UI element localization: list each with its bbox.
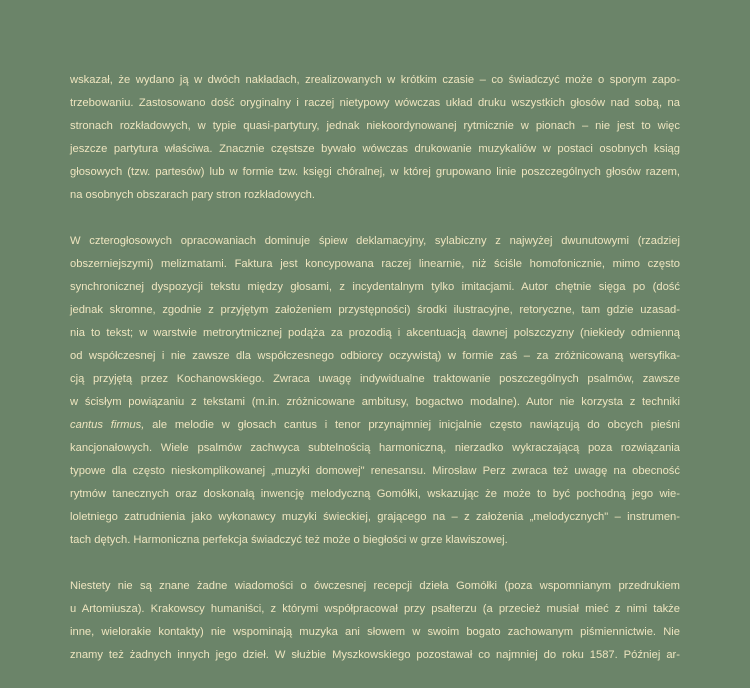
text-line: loletniego zatrudnienia jako wykonawcy muzyki świeckiej, grającego na – z założenia „melodycznych" – instrumen- — [70, 511, 680, 523]
text-line: W czterogłosowych opracowaniach dominuje śpiew deklamacyjny, sylabiczny z najwyżej dwunutowymi (rzadziej — [70, 235, 680, 247]
paragraph-print-history — [70, 69, 680, 207]
text-line-rest: ale melodie w głosach cantus i tenor przynajmniej inicjalnie często nawiązują do obcych pieśni — [144, 419, 680, 431]
text-line: Niestety nie są znane żadne wiadomości o ówczesnej recepcji dzieła Gomółki (poza wspomnianym przedrukiem — [70, 580, 680, 592]
text-line: od współczesnej i nie zawsze dla współczesnego odbiorcy oczywistą) w formie zaś – za zróżnicowaną wersyfika- — [70, 350, 680, 362]
text-line: znamy też żadnych innych jego dzieł. W służbie Myszkowskiego pozostawał co najmniej do roku 1587. Później ar- — [70, 649, 680, 661]
text-line: typowe dla często nieskomplikowanej „muzyki domowej" renesansu. Mirosław Perz zwraca też uwagę na obecność — [70, 465, 680, 477]
text-line: nia to tekst; w warstwie metrorytmicznej podąża za prozodią i akcentuacją dawnej polszczyzny (niekiedy odmienną — [70, 327, 680, 339]
text-line: kancjonałowych. Wiele psalmów zachwyca subtelnością harmoniczną, nierzadko wykraczającą poza rozwiązania — [70, 442, 680, 454]
text-line: wskazał, że wydano ją w dwóch nakładach, zrealizowanych w krótkim czasie – co świadczyć może o sporym zapo- — [70, 74, 680, 86]
text-line: jednak skromne, zgodnie z przyjętym założeniem przystępności) środki ilustracyjne, retoryczne, tam gdzie uzasad- — [70, 304, 680, 316]
text-line: stronach rozkładowych, w typie quasi-partytury, jednak niekoordynowanej rytmicznie w pionach – nie jest to więc — [70, 120, 680, 132]
text-line: tach dętych. Harmoniczna perfekcja świadczyć też może o biegłości w grze klawiszowej. — [70, 534, 508, 546]
paragraph-musical-analysis — [70, 230, 680, 552]
italic-term: cantus firmus, — [70, 419, 145, 431]
text-line: rytmów tanecznych oraz doskonałą inwencję melodyczną Gomółki, wskazując że może to być pochodną jego wie- — [70, 488, 680, 500]
text-line: cją przyjętą przez Kochanowskiego. Zwraca uwagę indywidualne traktowanie poszczególnych psalmów, zawsze — [70, 373, 680, 385]
text-line: głosowych (tzw. partesów) lub w formie tzw. księgi chóralnej, w której grupowano linie poszczególnych głosów razem, — [70, 166, 680, 178]
text-line: na osobnych obszarach pary stron rozkładowych. — [70, 189, 316, 201]
text-line: jeszcze partytura właściwa. Znacznie częstsze bywało wówczas drukowanie muzykaliów w postaci osobnych ksiąg — [70, 143, 680, 155]
paragraph-reception — [70, 575, 680, 667]
text-line — [70, 414, 680, 437]
text-line: synchronicznej dyspozycji tekstu między głosami, z incydentalnym tylko imitacjami. Autor chętnie sięga po (dość — [70, 281, 680, 293]
text-line: u Artomiusza). Krakowscy humaniści, z którymi współpracował przy psałterzu (a przecież musiał mieć z nimi także — [70, 603, 680, 615]
text-line: obszerniejszymi) melizmatami. Faktura jest koncypowana raczej linearnie, niż ściśle homofonicznie, mimo często — [70, 258, 680, 270]
text-line: trzebowaniu. Zastosowano dość oryginalny i raczej nietypowy wówczas układ druku wszystkich głosów nad sobą, na — [70, 97, 680, 109]
text-line: w ścisłym powiązaniu z tekstami (m.in. zróżnicowane ambitusy, bogactwo modalne). Autor nie korzysta z techniki — [70, 396, 680, 408]
text-line: inne, wielorakie kontakty) nie wspominają muzyka ani słowem w swoim bogato zachowanym piśmiennictwie. Nie — [70, 626, 680, 638]
document-page — [70, 69, 680, 667]
